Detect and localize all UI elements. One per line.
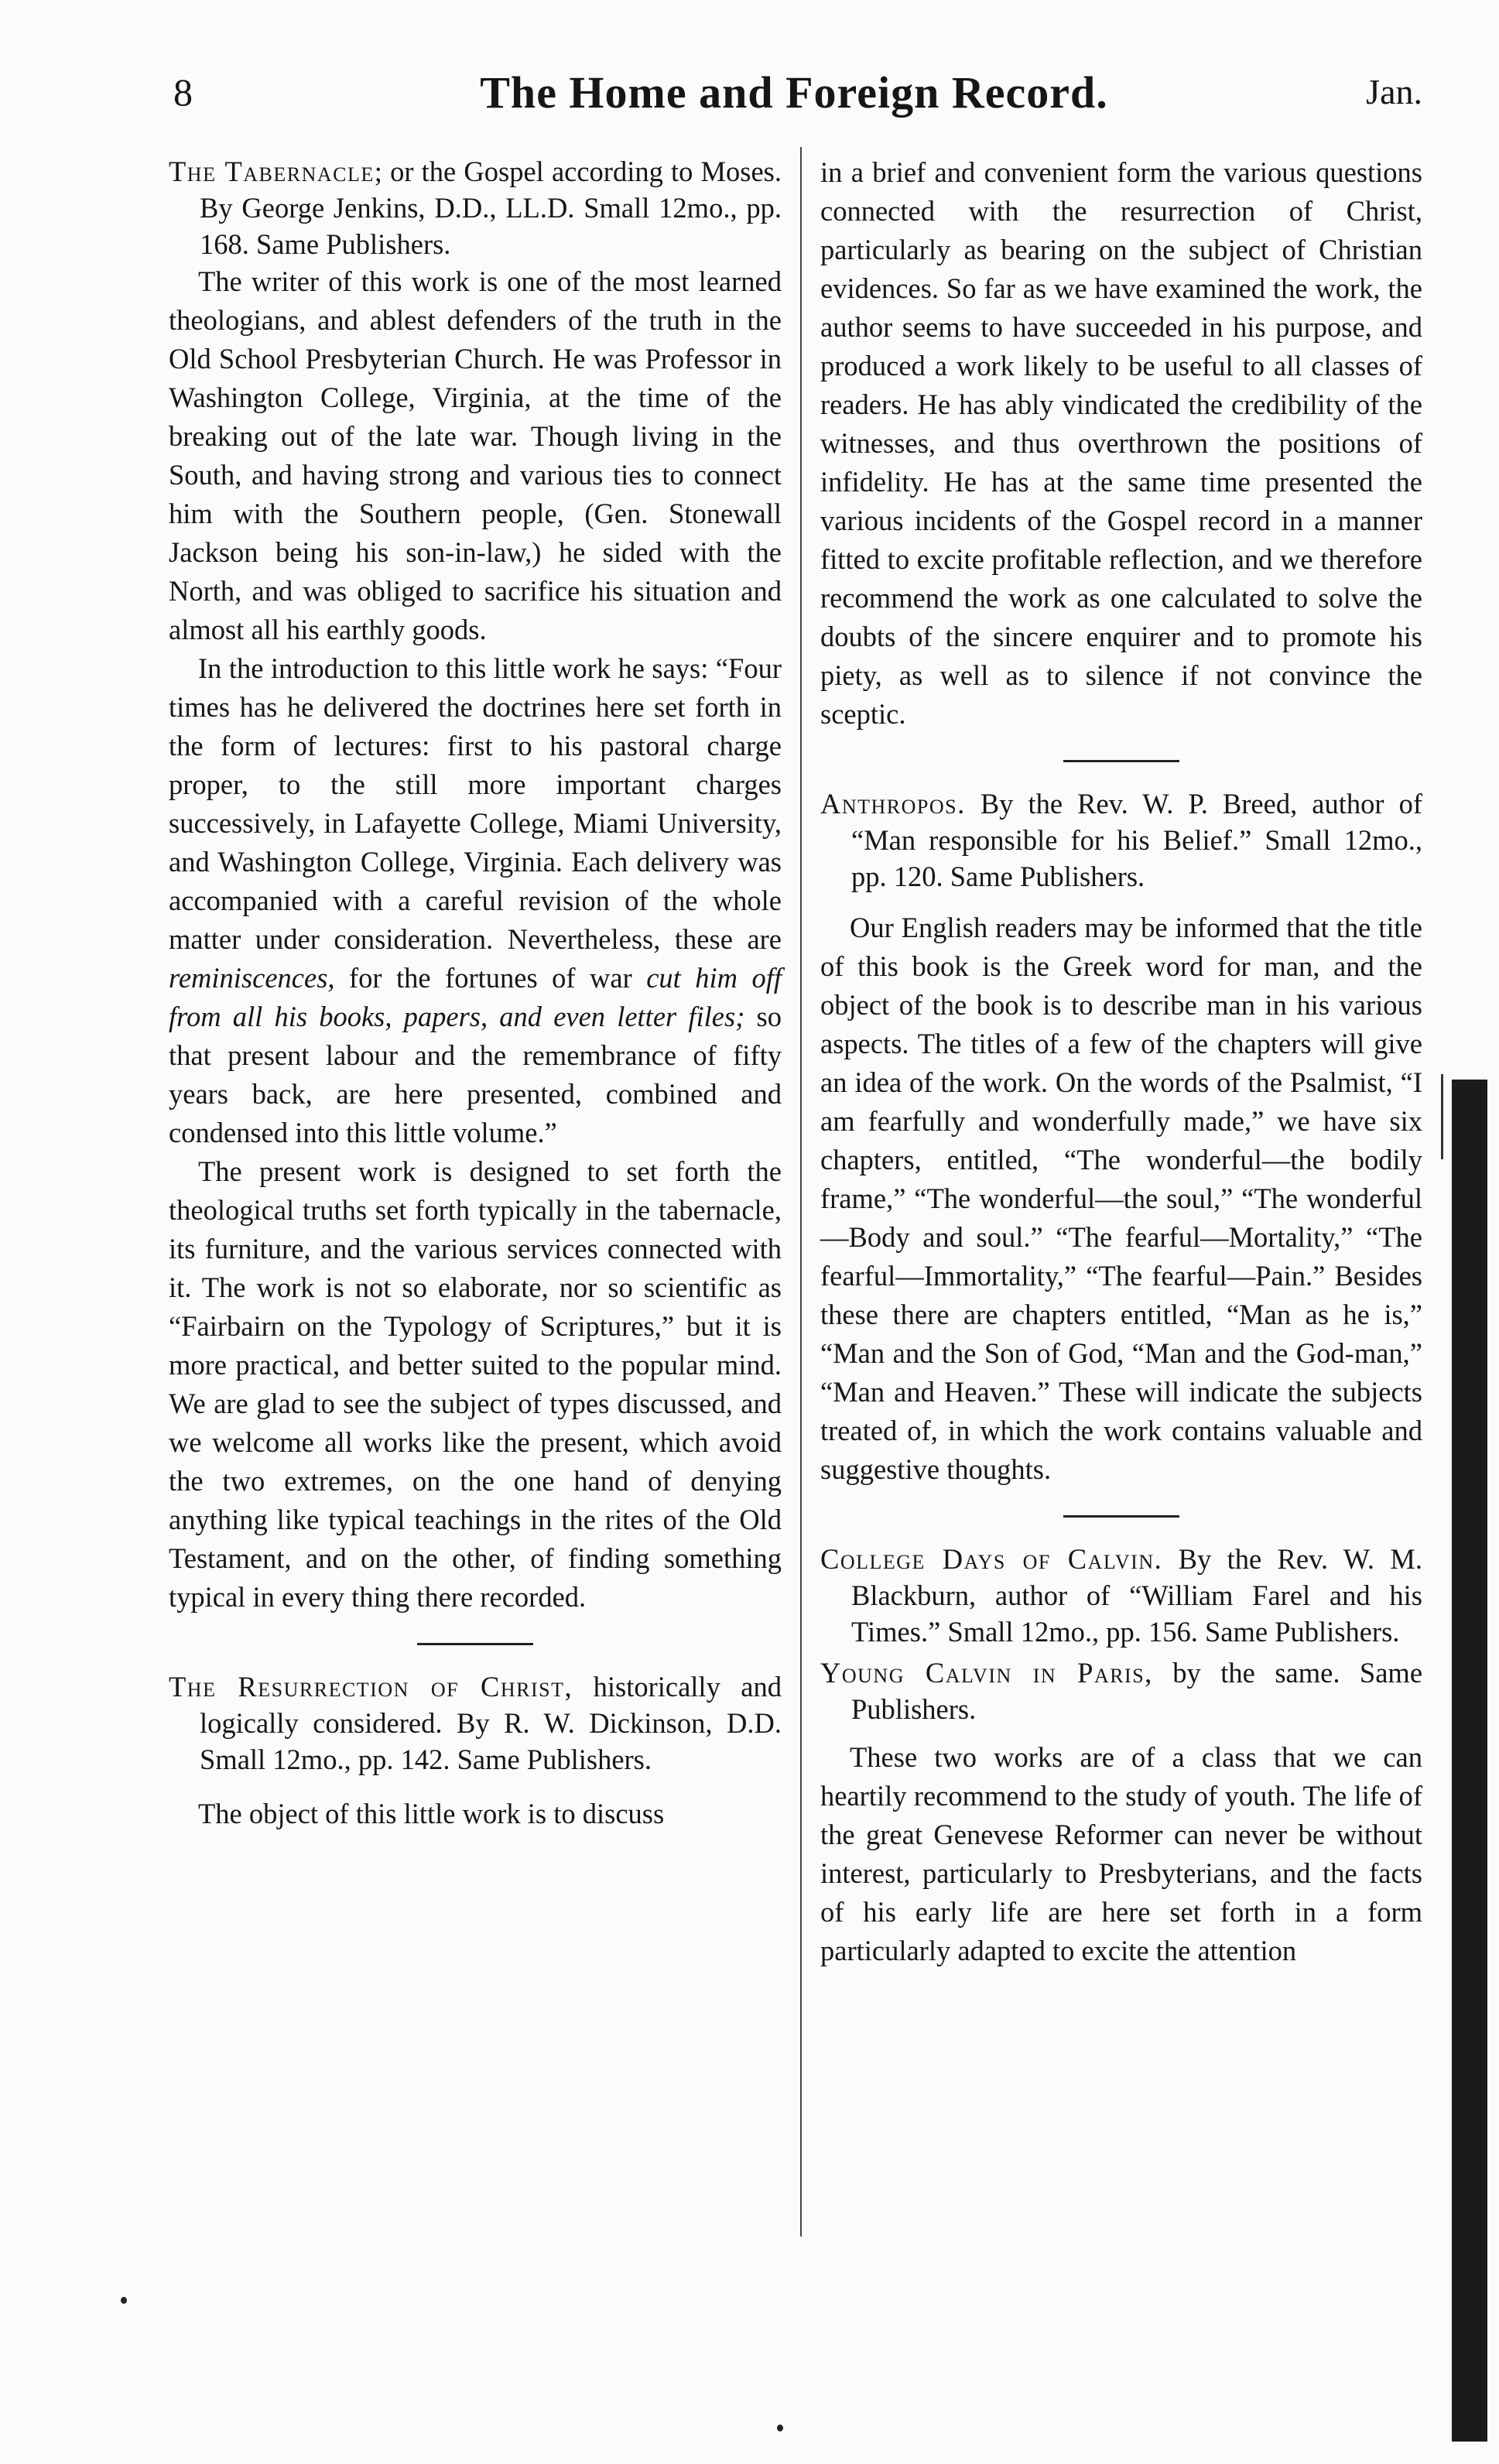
book-citation: historically and logically considered. By R. W. Dickinson, D.D. Small 12mo., pp. 142. Same Publishers.	[200, 1671, 782, 1775]
book-citation: By the Rev. W. P. Breed, author of “Man responsible for his Belief.” Small 12mo., pp. 120. Same Publishers.	[851, 788, 1423, 892]
book-title: The Tabernacle	[169, 156, 375, 187]
book-citation: ; or the Gospel according to Moses. By George Jenkins, D.D., LL.D. Small 12mo., pp. 168. Same Publishers.	[200, 156, 782, 260]
book-entry-calvin-paris	[820, 1655, 1422, 1727]
emphasis-run: cut him off from all his books, papers, and even letter files;	[169, 962, 782, 1032]
review-paragraph-continued: in a brief and convenient form the various questions connected with the resurrection of Christ, particularly as bearing on the subject of Christian evidences. So far as we have examined the work, the author seems to have succeeded in his purpose, and produced a work likely to be useful to all classes of readers. He has ably vindicated the credibility of the witnesses, and thus overthrown the positions of infidelity. He has at the same time presented the various incidents of the Gospel record in a manner fitted to excite profitable reflection, and we therefore recommend the work as one calculated to solve the doubts of the sincere enquirer and to promote his piety, as well as to silence if not convince the sceptic.	[820, 156, 1422, 730]
left-column	[169, 153, 782, 1833]
book-title: College Days of Calvin.	[820, 1543, 1163, 1575]
running-header	[166, 65, 1422, 127]
book-entry-calvin-college	[820, 1541, 1422, 1650]
section-divider	[1063, 1515, 1179, 1518]
text-run: In the introduction to this little work he says: “Four times has he delivered the doctrines here set forth in the form of lectures: first to his pastoral charge proper, to the still more important charges successively, in Lafayette College, Miami University, and Washington College, Virginia. Each delivery was accompanied with a careful revision of the whole matter under consideration. Nevertheless, these are	[169, 652, 782, 955]
review-paragraph: The object of this little work is to discuss	[198, 1798, 665, 1829]
review-paragraph: The writer of this work is one of the most learned theologians, and ablest defenders of the truth in the Old School Presbyterian Church. He was Professor in Washington College, Virginia, at the time of the breaking out of the late war. Though living in the South, and having strong and various ties to connect him with the Southern people, (Gen. Stonewall Jackson being his son-in-law,) he sided with the North, and was obliged to sacrifice his situation and almost all his earthly goods.	[169, 265, 782, 645]
right-column	[820, 153, 1422, 1970]
column-divider-rule	[800, 147, 802, 2236]
book-citation: By the Rev. W. M. Blackburn, author of “William Farel and his Times.” Small 12mo., pp. 156. Same Publishers.	[851, 1543, 1422, 1648]
ink-speck	[777, 2425, 783, 2431]
book-entry-resurrection	[169, 1668, 782, 1778]
section-divider	[1063, 760, 1179, 762]
text-run: so that present labour and the remembrance of fifty years back, are here presented, combined and condensed into this little volume.”	[169, 1001, 782, 1148]
scan-margin-line	[1441, 1074, 1443, 1159]
review-paragraph-quote	[169, 649, 782, 1152]
emphasis-run: reminiscences,	[169, 962, 335, 994]
review-paragraph: The present work is designed to set forth the theological truths set forth typically in the tabernacle, its furniture, and the various services connected with it. The work is not so elaborate, nor so scientific as “Fairbairn on the Typology of Scriptures,” but it is more practical, and better suited to the popular mind. We are glad to see the subject of types discussed, and we welcome all works like the present, which avoid the two extremes, on the one hand of denying anything like typical teachings in the rites of the Old Testament, and on the other, of finding something typical in every thing there recorded.	[169, 1155, 782, 1613]
review-paragraph: Our English readers may be informed that the title of this book is the Greek word for man, and the object of the book is to describe man in his various aspects. The titles of a few of the chapters will give an idea of the work. On the words of the Psalmist, “I am fearfully and wonderfully made,” we have six chapters, entitled, “The wonderful—the bodily frame,” “The wonderful—the soul,” “The wonderful—Body and soul.” “The fearful—Mortality,” “The fearful—Immortality,” “The fearful—Pain.” Besides these there are chapters entitled, “Man as he is,” “Man and the Son of God, “Man and the God-man,” “Man and Heaven.” These will indicate the subjects treated of, in which the work contains valuable and suggestive thoughts.	[820, 912, 1422, 1485]
text-run: for the fortunes of war	[349, 962, 632, 994]
ink-speck	[121, 2297, 127, 2304]
book-title: Anthropos.	[820, 788, 966, 820]
book-title: The Resurrection of Christ,	[169, 1671, 573, 1703]
section-divider	[417, 1643, 533, 1645]
book-citation: by the same. Same Publishers.	[851, 1657, 1423, 1725]
running-month: Jan.	[1366, 72, 1422, 111]
running-title: The Home and Foreign Record.	[480, 67, 1108, 118]
book-entry-tabernacle	[169, 153, 782, 262]
book-entry-anthropos	[820, 785, 1422, 895]
scan-edge-shadow	[1452, 1080, 1487, 2442]
book-title: Young Calvin in Paris,	[820, 1657, 1153, 1689]
page-number: 8	[173, 70, 193, 114]
review-paragraph: These two works are of a class that we can heartily recommend to the study of youth. The life of the great Genevese Reformer can never be without interest, particularly to Presbyterians, and the facts of his early life are here set forth in a form particularly adapted to excite the attention	[820, 1741, 1422, 1966]
